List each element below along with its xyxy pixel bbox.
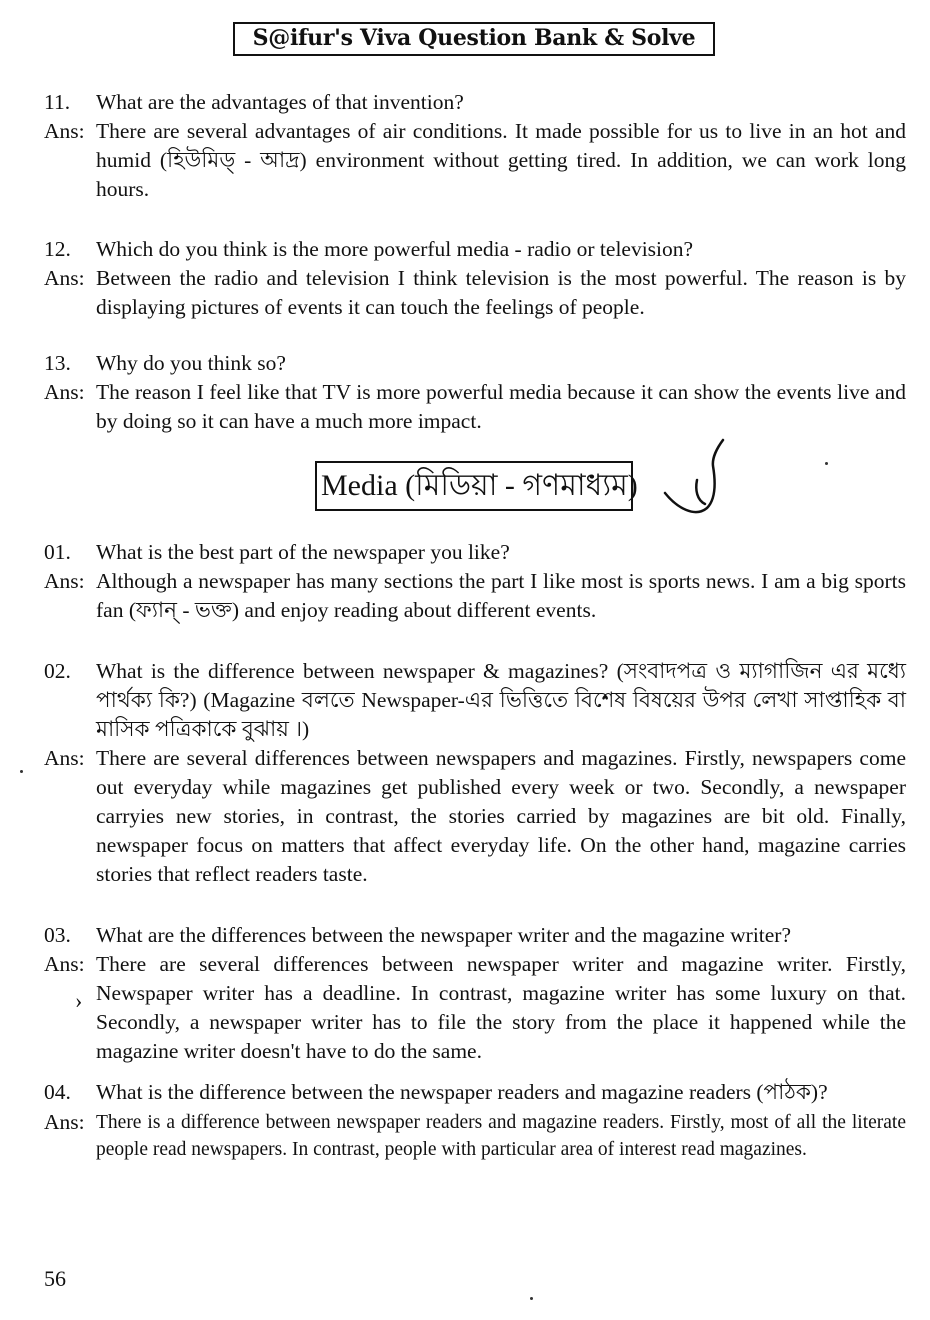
answer-row — [44, 378, 906, 436]
answer-label: Ans: — [44, 380, 85, 404]
question-number: 13. — [44, 351, 71, 375]
question-number: 01. — [44, 540, 71, 564]
answer-text: The reason I feel like that TV is more powerful media because it can show the events live and by doing so it can have a much more impact. — [96, 380, 906, 433]
question-number: 03. — [44, 923, 71, 947]
answer-row — [44, 1109, 906, 1163]
qa-item-11 — [44, 88, 906, 204]
page-number: 56 — [44, 1266, 66, 1291]
handwritten-tick-mark — [655, 438, 735, 528]
question-number: 11. — [44, 90, 71, 114]
margin-mark: › — [75, 988, 83, 1013]
question-text: What is the difference between newspaper & magazines? (সংবাদপত্র ও ম্যাগাজিন এর মধ্যে পার্থক্য কি?) (Magazine বলতে Newspaper-এর ভিত্তিতে বিশেষ বিষয়ের উপর লেখা সাপ্তাহিক বা মাসিক পত্রিকাকে বুঝায় ।) — [96, 659, 906, 741]
scan-speck — [530, 1297, 533, 1300]
question-row — [44, 88, 906, 117]
question-number: 04. — [44, 1080, 71, 1104]
question-text: What are the differences between the newspaper writer and the magazine writer? — [96, 923, 792, 947]
qa-item-02 — [44, 657, 906, 889]
page-header-title: S@ifur's Viva Question Bank & Solve — [233, 22, 715, 56]
scan-speck — [825, 462, 828, 465]
answer-text: Between the radio and television I think television is the most powerful. The reason is by displaying pictures of events it can touch the feelings of people. — [96, 266, 906, 319]
question-text: Why do you think so? — [96, 351, 286, 375]
qa-item-12 — [44, 235, 906, 322]
qa-item-03 — [44, 921, 906, 1066]
answer-label: Ans: — [44, 569, 85, 593]
answer-row — [44, 744, 906, 889]
question-row — [44, 1078, 906, 1107]
answer-label: Ans: — [44, 1110, 85, 1134]
answer-text: There are several differences between newspapers and magazines. Firstly, newspapers come out everyday while magazines get published every week or two. Secondly, a newspaper carryies new stories, in contrast, the stories carried by magazines are bit old. Finally, newspaper focus on matters that affect everyday life. On the other hand, magazine carries stories that reflect readers taste. — [96, 746, 906, 886]
question-row — [44, 349, 906, 378]
question-row — [44, 538, 906, 567]
answer-label: Ans: — [44, 952, 85, 976]
answer-label: Ans: — [44, 119, 85, 143]
answer-label: Ans: — [44, 266, 85, 290]
question-text: Which do you think is the more powerful media - radio or television? — [96, 237, 694, 261]
answer-row — [44, 264, 906, 322]
qa-item-04 — [44, 1078, 906, 1163]
answer-text: There are several advantages of air conditions. It made possible for us to live in an hot and humid (হিউমিড্ - আদ্র) environment without getting tired. In addition, we can work long hours. — [96, 119, 906, 201]
question-text: What is the best part of the newspaper you like? — [96, 540, 510, 564]
answer-text: Although a newspaper has many sections the part I like most is sports news. I am a big sports fan (ফ্যান্ - ভক্ত) and enjoy reading about different events. — [96, 569, 906, 622]
qa-item-13 — [44, 349, 906, 436]
qa-item-01 — [44, 538, 906, 625]
answer-text: There is a difference between newspaper readers and magazine readers. Firstly, most of all the literate people read newspapers. In contrast, people with particular area of interest read magazines. — [96, 1112, 906, 1160]
question-number: 12. — [44, 237, 71, 261]
answer-row — [44, 117, 906, 204]
question-text: What are the advantages of that invention? — [96, 90, 464, 114]
answer-row — [44, 950, 906, 1066]
answer-text: There are several differences between newspaper writer and magazine writer. Firstly, Newspaper writer has a deadline. In contrast, magazine writer has some luxury on that. Secondly, a newspaper writer has to file the story from the place it happened while the magazine writer doesn't have to do the same. — [96, 952, 906, 1063]
section-heading-media: Media (মিডিয়া - গণমাধ্যম) — [315, 461, 633, 511]
question-row — [44, 657, 906, 744]
question-text: What is the difference between the newspaper readers and magazine readers (পাঠক)? — [96, 1080, 828, 1104]
answer-label: Ans: — [44, 746, 85, 770]
question-row — [44, 921, 906, 950]
answer-row — [44, 567, 906, 625]
question-number: 02. — [44, 659, 71, 683]
question-row — [44, 235, 906, 264]
scan-speck — [20, 770, 23, 773]
